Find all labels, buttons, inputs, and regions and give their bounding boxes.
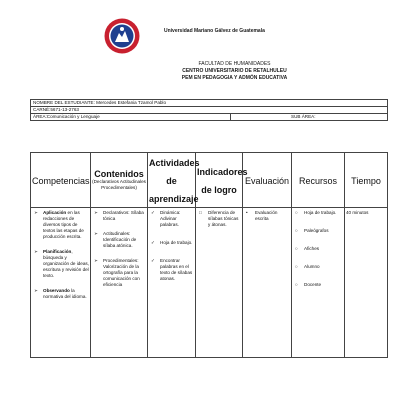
header-indicadores <box>196 153 248 208</box>
list-item: ➢ Procedimentales: Valorización de la ortografía para la comunicación con eficiencia <box>94 258 140 287</box>
circle-bullet-icon: ○ <box>295 228 298 233</box>
student-area-row <box>31 114 388 121</box>
table-body-row <box>31 208 388 358</box>
header-recursos-label: Recursos <box>298 176 337 186</box>
header-tiempo-label: Tiempo <box>351 176 381 186</box>
evaluacion-list <box>244 210 290 222</box>
check-bullet-icon: ✓ <box>151 210 155 215</box>
header-competencias <box>31 153 91 208</box>
cell-evaluacion <box>243 208 292 358</box>
list-item: ○ Paleógrafos <box>295 228 329 233</box>
tiempo-value: 40 minutos <box>346 210 369 215</box>
faculty-title: FACULTAD DE HUMANIDADES <box>198 61 271 67</box>
document-header <box>0 61 419 82</box>
student-name-cell: NOMBRE DEL ESTUDIANTE: Mercedes Estefania Tzamol Pablo <box>31 100 388 107</box>
recursos-list <box>293 210 343 288</box>
circle-bullet-icon: ○ <box>295 210 298 215</box>
student-subarea-cell: SUB ÁREA: <box>231 114 388 121</box>
dot-bullet-icon: • <box>246 210 248 215</box>
circle-bullet-icon: ○ <box>295 246 298 251</box>
student-carne-row <box>31 107 388 114</box>
list-item: ➢ Aplicación en las redacciones de diversos tipos de textos las etapas de producción escrita. <box>34 210 84 239</box>
header-recursos <box>292 153 345 208</box>
header-actividades <box>148 153 200 208</box>
list-item: ✓ Dinámica: Adivinar palabras. <box>151 210 181 227</box>
lesson-plan-table <box>30 152 388 358</box>
square-bullet-icon: □ <box>199 210 202 215</box>
list-item: ➢ Actitudinales: Identificación de sílaba atónica. <box>94 231 137 248</box>
header-actividades-label: Actividades de aprendizaje <box>149 158 200 204</box>
circle-bullet-icon: ○ <box>295 282 298 287</box>
contenidos-list <box>92 210 146 288</box>
university-name: Universidad Mariano Gálvez de Guatemala <box>164 28 265 34</box>
student-carne-cell: CARNÉ:5671-13-2763 <box>31 107 388 114</box>
cell-recursos <box>292 208 345 358</box>
circle-bullet-icon: ○ <box>295 264 298 269</box>
program-title: PEM EN PEDAGOGIA Y ADMÓN EDUCATIVA <box>181 75 288 81</box>
arrow-bullet-icon: ➢ <box>94 231 98 236</box>
arrow-bullet-icon: ➢ <box>34 288 38 293</box>
list-item: □ Diferencia de sílabas tónicas y átonas. <box>199 210 239 227</box>
header-contenidos-label: Contenidos <box>94 169 144 179</box>
header-evaluacion-label: Evaluación <box>244 176 290 186</box>
list-item: ➢ Declarativos: Sílaba tónica <box>94 210 144 221</box>
check-bullet-icon: ✓ <box>151 240 155 245</box>
cell-competencias <box>31 208 91 358</box>
list-item: ○ Alumno <box>295 264 320 269</box>
header-competencias-label: Competencias <box>32 176 90 186</box>
university-seal-logo <box>104 18 140 54</box>
student-name-row <box>31 100 388 107</box>
header-indicadores-label: Indicadores de logro <box>197 167 248 195</box>
list-item: ✓ Hoja de trabajo. <box>151 240 193 245</box>
cell-actividades <box>148 208 196 358</box>
arrow-bullet-icon: ➢ <box>34 210 38 215</box>
list-item: ➢ Planificación, búsqueda y organización de ideas, escritura y revisión del texto. <box>34 249 89 278</box>
indicadores-list <box>197 210 241 228</box>
cell-indicadores <box>196 208 243 358</box>
list-item: ○ Hoja de trabajo. <box>295 210 337 215</box>
header-tiempo <box>345 153 388 208</box>
list-item: ✓ Encontrar palabras en el texto de sílabas atonas. <box>151 258 193 281</box>
header-evaluacion <box>243 153 292 208</box>
cell-contenidos <box>91 208 148 358</box>
student-info-table <box>30 99 388 121</box>
actividades-list <box>149 210 194 282</box>
arrow-bullet-icon: ➢ <box>34 249 38 254</box>
header-contenidos <box>91 153 148 208</box>
center-title: CENTRO UNIVERSITARIO DE RETALHULEU <box>182 68 287 74</box>
arrow-bullet-icon: ➢ <box>94 258 98 263</box>
arrow-bullet-icon: ➢ <box>94 210 98 215</box>
competencias-list <box>32 210 89 300</box>
list-item: ○ Afiches <box>295 246 320 251</box>
list-item: ○ Docente <box>295 282 322 287</box>
check-bullet-icon: ✓ <box>151 258 155 263</box>
header-contenidos-sub: (Declarativos Actitudinales Procedimentales) <box>92 179 146 190</box>
table-header-row <box>31 153 388 208</box>
student-area-cell: ÁREA:Comunicación y Lenguaje <box>31 114 231 121</box>
cell-tiempo <box>345 208 388 358</box>
list-item: • Evaluación escrita <box>246 210 278 221</box>
list-item: ➢ Observando la normativa del idioma. <box>34 288 87 299</box>
